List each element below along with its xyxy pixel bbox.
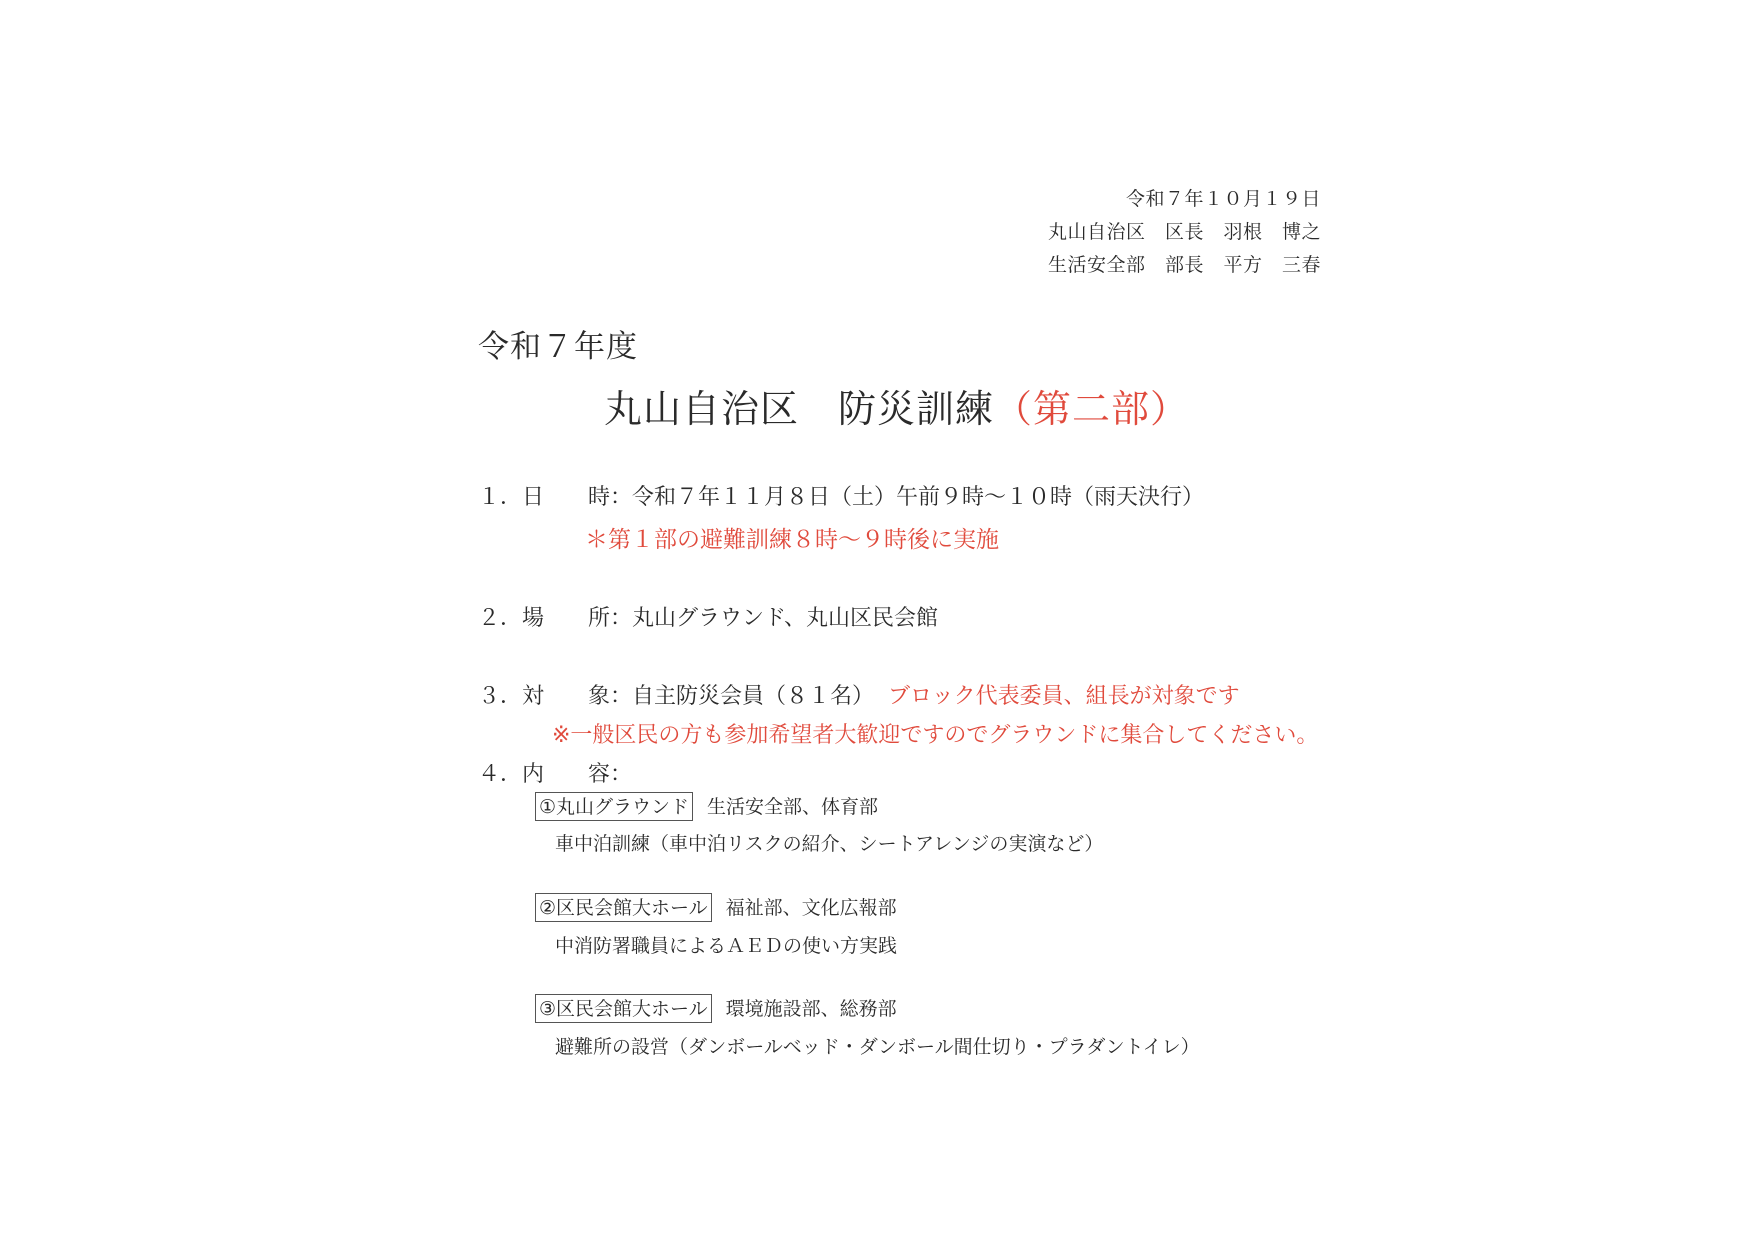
title-part: （第二部） bbox=[994, 387, 1190, 431]
item-content-label: ４．内 容： bbox=[478, 762, 633, 787]
content-entry-3 bbox=[535, 994, 897, 1021]
content-entry-2 bbox=[535, 893, 897, 920]
place-value: 丸山グラウンド、丸山区民会館 bbox=[632, 606, 939, 631]
item-target bbox=[478, 679, 1240, 710]
datetime-label: １．日 時： bbox=[478, 485, 633, 510]
content-location-box: ②区民会館大ホール bbox=[535, 893, 712, 922]
title-main: 丸山自治区 防災訓練 bbox=[604, 387, 995, 431]
datetime-value: 令和７年１１月８日（土）午前９時～１０時（雨天決行） bbox=[632, 485, 1205, 510]
document-title bbox=[604, 378, 1189, 433]
content-description: 避難所の設営（ダンボールベッド・ダンボール間仕切り・プラダントイレ） bbox=[555, 1036, 1200, 1058]
content-departments: 生活安全部、体育部 bbox=[707, 796, 879, 818]
target-red-note: ブロック代表委員、組長が対象です bbox=[888, 684, 1240, 709]
content-location-box: ①丸山グラウンド bbox=[535, 792, 693, 821]
content-entry-1 bbox=[535, 792, 878, 819]
issuer-district-head: 丸山自治区 区長 羽根 博之 bbox=[1047, 221, 1321, 243]
document-date: 令和７年１０月１９日 bbox=[1125, 188, 1321, 210]
content-description: 中消防署職員によるＡＥＤの使い方実践 bbox=[555, 935, 898, 957]
target-general-note: ※一般区民の方も参加希望者大歓迎ですのでグラウンドに集合してください。 bbox=[552, 723, 1319, 748]
item-datetime bbox=[478, 480, 1204, 511]
target-value: 自主防災会員（８１名） bbox=[632, 684, 875, 709]
datetime-note: ＊第１部の避難訓練８時～９時後に実施 bbox=[585, 527, 999, 553]
issuer-department-head: 生活安全部 部長 平方 三春 bbox=[1047, 254, 1321, 276]
target-label: ３．対 象： bbox=[478, 684, 633, 709]
content-location-box: ③区民会館大ホール bbox=[535, 994, 712, 1023]
place-label: ２．場 所： bbox=[478, 606, 633, 631]
item-place bbox=[478, 601, 938, 632]
content-departments: 福祉部、文化広報部 bbox=[725, 897, 897, 919]
content-departments: 環境施設部、総務部 bbox=[725, 998, 897, 1020]
content-description: 車中泊訓練（車中泊リスクの紹介、シートアレンジの実演など） bbox=[555, 833, 1104, 855]
fiscal-year-title: 令和７年度 bbox=[478, 329, 638, 365]
